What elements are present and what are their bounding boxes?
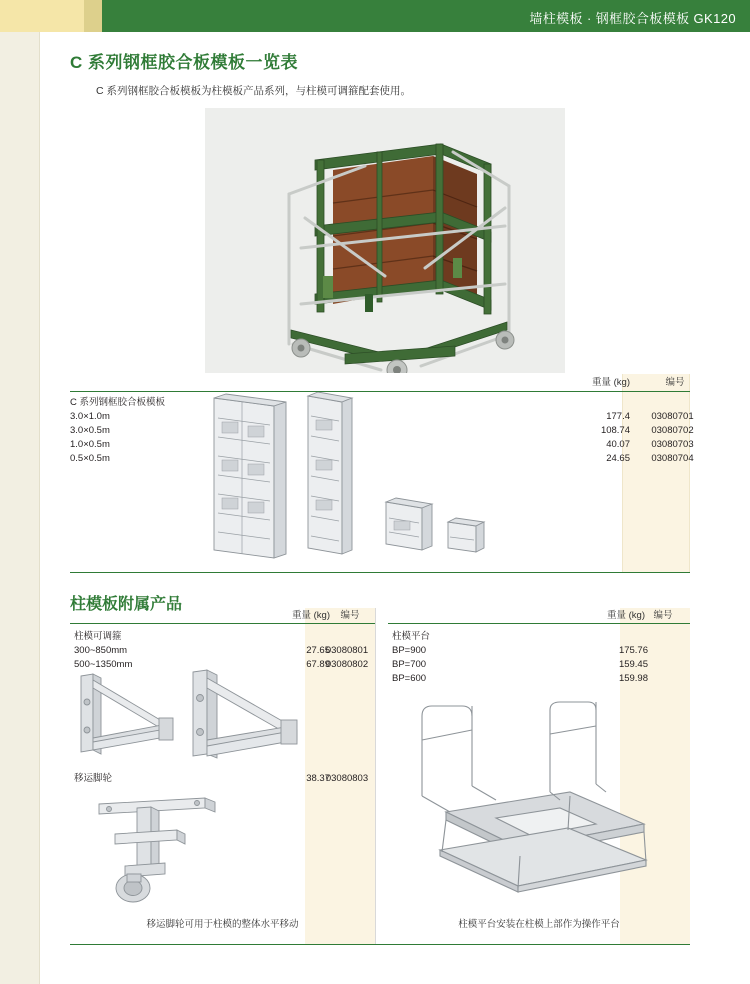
table-row: [388, 672, 690, 686]
group-label: C 系列钢框胶合板模板: [70, 397, 166, 408]
left-table-body-group2: [70, 772, 375, 786]
row-name: 300~850mm: [74, 645, 128, 656]
page-header: [0, 0, 750, 32]
row-weight: 67.89: [306, 659, 330, 670]
section1-bottom-divider: [70, 572, 690, 573]
group-label-row: [388, 630, 690, 644]
row-name: 0.5×0.5m: [70, 453, 110, 464]
row-weight: 159.98: [618, 673, 648, 684]
section-title-c-series: C 系列钢框胶合板模板一览表: [70, 53, 298, 72]
row-weight: 175.76: [618, 645, 648, 656]
table-c-series-header: [70, 374, 690, 392]
row-name: BP=700: [392, 659, 427, 670]
right-table-body: [388, 630, 690, 686]
row-code: 03080704: [651, 453, 694, 464]
header-accent-block-secondary: [84, 0, 102, 32]
accessories-left-column: [70, 608, 375, 672]
accessories-right-column: [388, 608, 690, 686]
right-table-header: [388, 608, 690, 624]
row-code: 03080803: [325, 773, 369, 784]
panel-3x1: [214, 394, 286, 558]
table-row: [388, 658, 690, 672]
row-code: 03080702: [651, 425, 694, 436]
panel-05x05: [448, 518, 484, 552]
section-title-accessories: 柱模板附属产品: [70, 596, 183, 613]
header-code: 编号: [340, 610, 360, 621]
table-row: [70, 644, 375, 658]
row-weight: 40.07: [606, 439, 630, 450]
row-name: 1.0×0.5m: [70, 439, 110, 450]
left-table-body-group1: [70, 630, 375, 672]
panel-drawings-group: [190, 392, 490, 564]
row-weight: 159.45: [618, 659, 648, 670]
adjustable-column-clamp-drawing: [75, 668, 305, 768]
table-row: [70, 772, 375, 786]
row-code: 03080703: [651, 439, 694, 450]
row-weight: 24.65: [606, 453, 630, 464]
row-code: 03080801: [325, 645, 369, 656]
left-caption: 移运脚轮可用于柱模的整体水平移动: [146, 919, 299, 930]
row-name: 500~1350mm: [74, 659, 133, 670]
row-code: 03080802: [325, 659, 369, 670]
header-weight: 重量 (kg): [591, 377, 630, 388]
row-weight: 38.37: [306, 773, 330, 784]
group-label-row: [70, 630, 375, 644]
header-weight: 重量 (kg): [291, 610, 330, 621]
row-weight: 177.4: [606, 411, 630, 422]
transport-caster-drawing: [85, 790, 245, 905]
left-margin-strip: [0, 32, 40, 984]
page-bottom-divider: [70, 944, 690, 945]
table-row: [388, 644, 690, 658]
row-code: 03080701: [651, 411, 694, 422]
panel-3x05: [308, 392, 352, 554]
group-label: 移运脚轮: [74, 773, 113, 784]
header-weight: 重量 (kg): [606, 610, 645, 621]
column-platform-drawing: [400, 700, 675, 895]
section-subtitle-c-series: C 系列钢框胶合板模板为柱模板产品系列，与柱模可调箍配套使用。: [96, 85, 411, 97]
right-caption: 柱模平台安装在柱模上部作为操作平台: [458, 919, 620, 930]
row-weight: 27.65: [306, 645, 330, 656]
header-code: 编号: [653, 610, 673, 621]
column-formwork-assembly-photo: [205, 108, 565, 373]
section-c-series: [70, 48, 690, 98]
row-name: BP=600: [392, 673, 427, 684]
left-table-header: [70, 608, 375, 624]
header-title: 墙柱模板 · 钢框胶合板模板 GK120: [529, 11, 736, 26]
row-weight: 108.74: [600, 425, 630, 436]
header-code: 编号: [665, 377, 685, 388]
group-label: 柱模可调箍: [74, 631, 122, 642]
row-name: 3.0×0.5m: [70, 425, 110, 436]
accessories-left-group2: [70, 772, 375, 786]
row-name: BP=900: [392, 645, 427, 656]
panel-1x05: [386, 498, 432, 550]
row-name: 3.0×1.0m: [70, 411, 110, 422]
group-label: 柱模平台: [392, 631, 431, 642]
header-accent-block: [0, 0, 84, 32]
